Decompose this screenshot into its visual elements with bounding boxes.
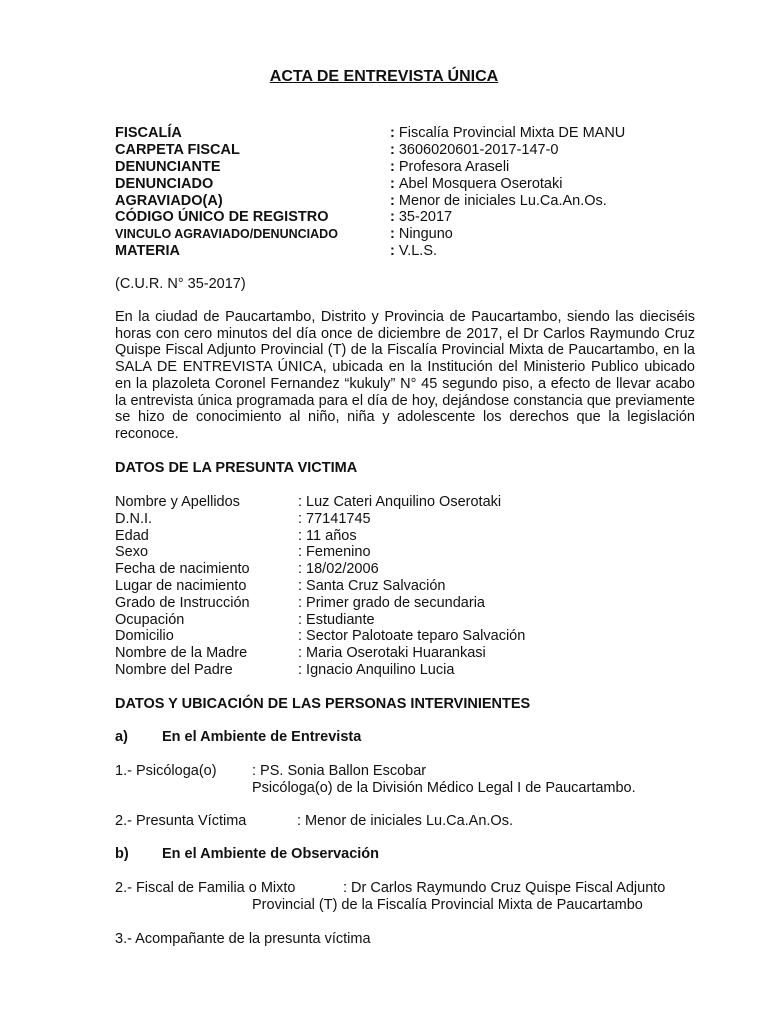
section-participants-heading: DATOS Y UBICACIÓN DE LAS PERSONAS INTERVINIENTES [115, 696, 531, 712]
header-value-text: 35-2017 [398, 209, 453, 226]
victim-label: Ocupación [115, 611, 185, 628]
victim-row [115, 595, 715, 612]
subsection-b [115, 846, 379, 863]
header-row [115, 226, 715, 243]
header-value-text: Abel Mosquera Oserotaki [398, 175, 563, 192]
victim-value: : Femenino [298, 544, 371, 561]
header-value [390, 159, 509, 176]
victim-label: Grado de Instrucción [115, 594, 250, 611]
presunta-victima-value: : Menor de iniciales Lu.Ca.An.Os. [297, 813, 513, 829]
victim-row [115, 494, 715, 511]
victim-value: : Estudiante [298, 611, 375, 628]
header-label: DENUNCIANTE [115, 158, 221, 175]
victim-label: Fecha de nacimiento [115, 561, 250, 578]
header-value [390, 193, 607, 210]
header-value-text: V.L.S. [398, 243, 438, 260]
victim-label: Nombre y Apellidos [115, 494, 240, 510]
victim-data-table [115, 494, 715, 679]
header-row [115, 125, 715, 142]
header-label: AGRAVIADO(A) [115, 192, 223, 209]
fiscal-value: : Dr Carlos Raymundo Cruz Quispe Fiscal Adjunto [343, 880, 666, 896]
victim-label: Sexo [115, 544, 149, 561]
header-label: FISCALÍA [115, 125, 182, 141]
fiscal-value-line2: Provincial (T) de la Fiscalía Provincial Mixta de Paucartambo [252, 897, 643, 913]
victim-label: Nombre del Padre [115, 661, 233, 678]
victim-label: Edad [115, 527, 149, 544]
victim-row [115, 662, 715, 679]
victim-row [115, 578, 715, 595]
section-victim-heading: DATOS DE LA PRESUNTA VICTIMA [115, 460, 358, 476]
header-colon: : [390, 141, 399, 158]
subsection-b-label: En el Ambiente de Observación [162, 846, 380, 862]
header-colon: : [390, 192, 399, 209]
victim-value: : Maria Oserotaki Huarankasi [298, 645, 486, 662]
psicologa-value: : PS. Sonia Ballon Escobar [252, 763, 427, 779]
header-value [390, 209, 452, 226]
header-value-text: 3606020601-2017-147-0 [398, 141, 559, 158]
victim-value: : Luz Cateri Anquilino Oserotaki [298, 494, 502, 510]
header-label: MATERIA [115, 243, 180, 260]
victim-row [115, 645, 715, 662]
header-value [390, 125, 625, 142]
victim-value: : Ignacio Anquilino Lucia [298, 661, 455, 678]
victim-value: : 77141745 [298, 510, 371, 527]
victim-row [115, 561, 715, 578]
subsection-a-label: En el Ambiente de Entrevista [162, 729, 362, 745]
header-label: CARPETA FISCAL [115, 141, 240, 158]
header-colon: : [390, 243, 399, 260]
victim-row [115, 528, 715, 545]
victim-row [115, 511, 715, 528]
header-value [390, 176, 562, 193]
subsection-b-letter: b) [115, 846, 129, 862]
header-label: DENUNCIADO [115, 175, 214, 192]
psicologa-label: 1.- Psicóloga(o) [115, 763, 217, 779]
header-colon: : [390, 125, 399, 141]
acompanante-label: 3.- Acompañante de la presunta víctima [115, 931, 371, 947]
header-label: CÓDIGO ÚNICO DE REGISTRO [115, 209, 329, 226]
header-colon: : [390, 209, 399, 226]
header-label: VINCULO AGRAVIADO/DENUNCIADO [115, 227, 338, 242]
victim-label: Lugar de nacimiento [115, 577, 247, 594]
header-value-text: Fiscalía Provincial Mixta DE MANU [398, 125, 626, 141]
header-value [390, 226, 453, 243]
header-row [115, 142, 715, 159]
victim-row [115, 612, 715, 629]
header-row [115, 159, 715, 176]
header-row [115, 243, 715, 260]
victim-value: : 18/02/2006 [298, 561, 379, 578]
victim-label: D.N.I. [115, 510, 153, 527]
header-colon: : [390, 175, 399, 192]
header-value [390, 243, 437, 260]
fiscal-label: 2.- Fiscal de Familia o Mixto [115, 880, 296, 896]
victim-value: : Sector Palotoate teparo Salvación [298, 628, 526, 645]
header-value-text: Menor de iniciales Lu.Ca.An.Os. [398, 192, 607, 209]
header-value-text: Ninguno [398, 226, 453, 243]
victim-row [115, 628, 715, 645]
document-title: ACTA DE ENTREVISTA ÚNICA [269, 68, 499, 85]
victim-value: : 11 años [298, 527, 357, 544]
victim-value: : Santa Cruz Salvación [298, 577, 446, 594]
victim-row [115, 544, 715, 561]
psicologa-value-line2: Psicóloga(o) de la División Médico Legal I de Paucartambo. [252, 780, 636, 796]
subsection-a [115, 729, 361, 746]
header-colon: : [390, 158, 399, 175]
header-value [390, 142, 559, 159]
subsection-a-letter: a) [115, 729, 128, 745]
header-colon: : [390, 226, 399, 243]
header-value-text: Profesora Araseli [398, 158, 510, 175]
presunta-victima-label: 2.- Presunta Víctima [115, 813, 247, 829]
victim-label: Domicilio [115, 628, 174, 645]
header-row [115, 176, 715, 193]
header-row [115, 209, 715, 226]
cur-number: (C.U.R. N° 35-2017) [115, 276, 246, 292]
header-row [115, 193, 715, 210]
intro-paragraph: En la ciudad de Paucartambo, Distrito y Provincia de Paucartambo, siendo las dieciséis horas con cero minutos del día once de diciembre de 2017, el Dr Carlos Raymundo Cruz Quispe Fiscal Adjunto Provincial (T) de la Fiscalía Provincial Mixta de Paucartambo, en la SALA DE ENTREVISTA ÚNICA, ubicada en la Institución del Ministerio Publico ubicado en la plazoleta Coronel Fernandez “kukuly” N° 45 segundo piso, a efecto de llevar acabo la entrevista única programada para el día de hoy, dejándose constancia que previamente se hizo de conocimiento al niño, niña y adolescente los derechos que la legislación reconoce. [115, 309, 695, 442]
victim-value: : Primer grado de secundaria [298, 594, 485, 611]
victim-label: Nombre de la Madre [115, 645, 248, 662]
case-header-table [115, 125, 715, 260]
